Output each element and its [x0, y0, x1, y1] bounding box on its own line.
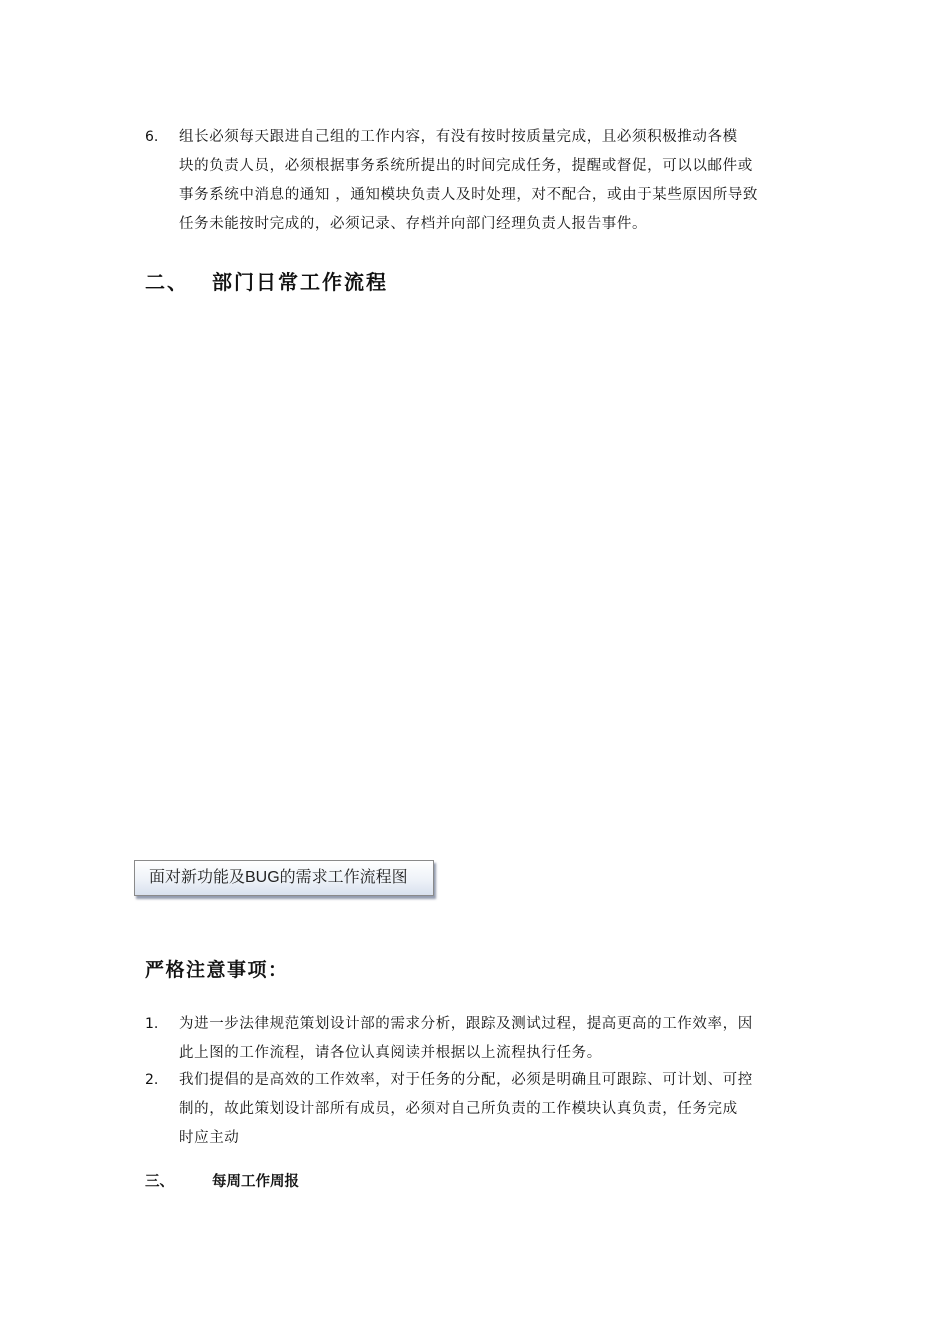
text-line: 事务系统中消息的通知 ，通知模块负责人及时处理，对不配合，或由于某些原因所导致 — [179, 187, 759, 203]
text-line: 时应主动 — [179, 1130, 240, 1146]
text-line: 任务未能按时完成的，必须记录、存档并向部门经理负责人报告事件。 — [179, 216, 648, 232]
section-title: 部门日常工作流程 — [212, 270, 388, 294]
section-heading-3 — [145, 1170, 299, 1191]
text-line: 此上图的工作流程，请各位认真阅读并根据以上流程执行任务。 — [179, 1045, 602, 1061]
notes-heading: 严格注意事项： — [145, 959, 289, 981]
list-item-text — [179, 123, 810, 239]
text-line: 制的，故此策划设计部所有成员，必须对自己所负责的工作模块认真负责，任务完成 — [179, 1101, 738, 1117]
list-item-number: 1. — [145, 1016, 159, 1032]
text-line: 为进一步法律规范策划设计部的需求分析，跟踪及测试过程，提高更高的工作效率，因 — [179, 1016, 753, 1032]
list-item-text — [179, 1010, 810, 1068]
text-line: 我们提倡的是高效的工作效率，对于任务的分配，必须是明确且可跟踪、可计划、可控 — [179, 1072, 753, 1088]
diagram-caption: 面对新功能及BUG的需求工作流程图 — [149, 869, 408, 886]
text-line: 组长必须每天跟进自己组的工作内容，有没有按时按质量完成，且必须积极推动各模 — [179, 129, 738, 145]
section-heading-2 — [145, 266, 388, 295]
section-number: 二、 — [145, 270, 189, 294]
note-item-2 — [145, 1066, 810, 1153]
diagram-caption-box — [134, 860, 434, 896]
list-item-text — [179, 1066, 810, 1153]
text-line: 块的负责人员，必须根据事务系统所提出的时间完成任务，提醒或督促，可以以邮件或 — [179, 158, 753, 174]
section-number: 三、 — [145, 1174, 174, 1190]
list-item-number: 6. — [145, 129, 159, 145]
note-item-1 — [145, 1010, 810, 1068]
list-item-number: 2. — [145, 1072, 159, 1088]
list-item-6 — [145, 123, 810, 239]
section-title: 每周工作周报 — [212, 1174, 299, 1190]
workflow-diagram-area — [145, 310, 810, 850]
